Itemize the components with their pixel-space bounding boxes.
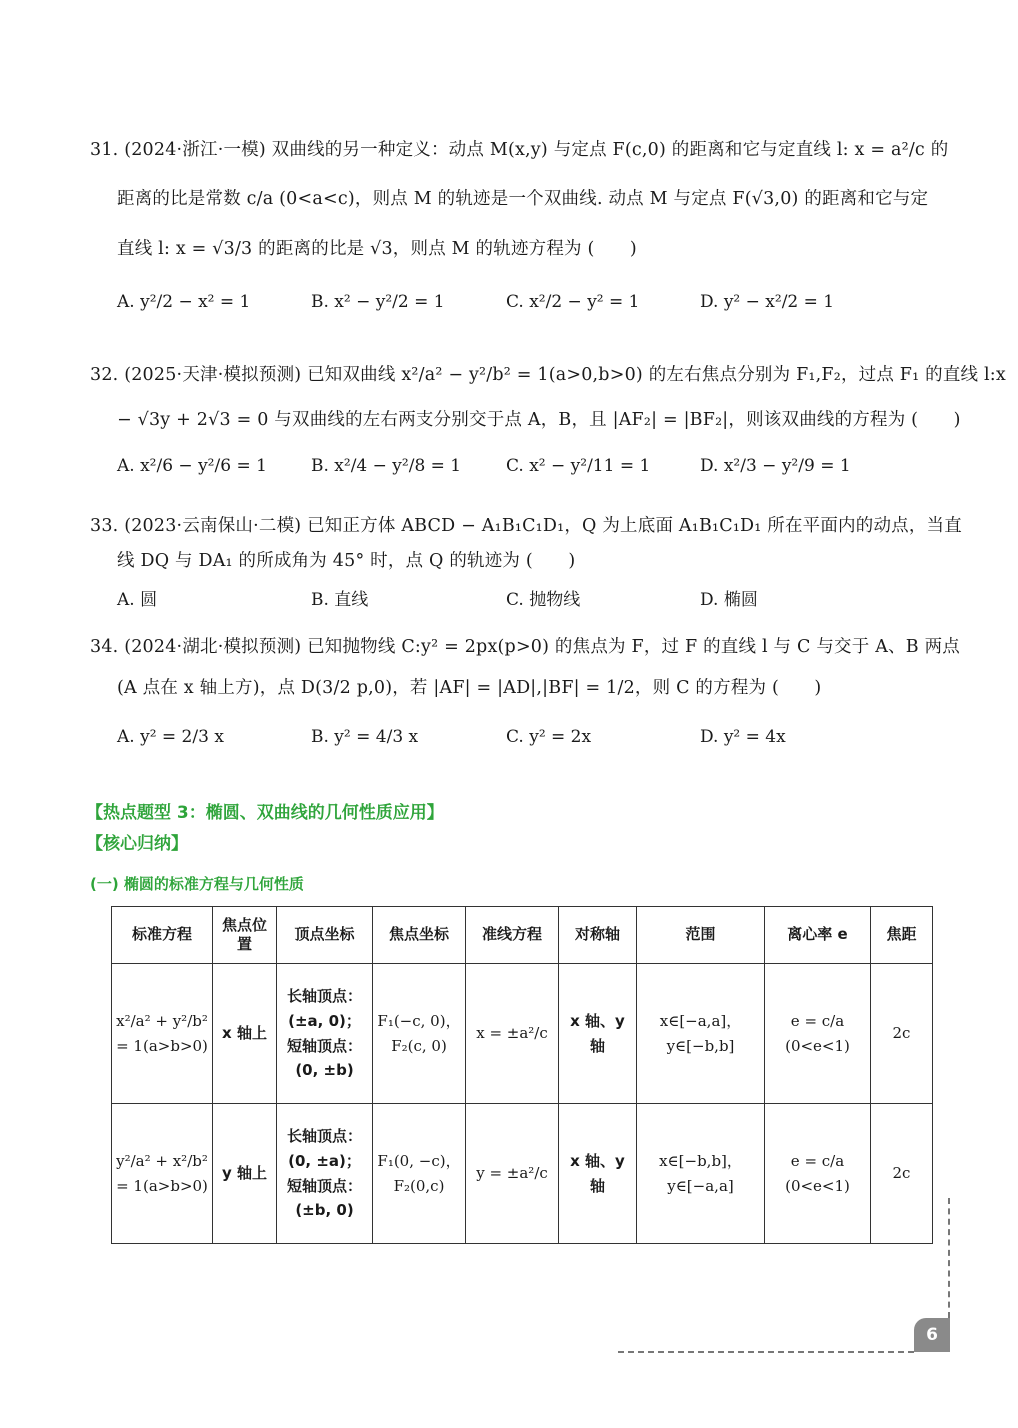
ellipse-properties-table bbox=[111, 906, 933, 1244]
q33-line-2: 线 DQ 与 DA₁ 的所成角为 45° 时，点 Q 的轨迹为 ( ) bbox=[117, 551, 576, 571]
q31-line-1: 31. (2024·浙江·一模) 双曲线的另一种定义：动点 M(x,y) 与定点 F(c,0) 的距离和它与定直线 l: x = a²/c 的 bbox=[90, 140, 949, 160]
header-directrix: 准线方程 bbox=[466, 907, 559, 964]
cell-foci: F₁(−c, 0)，F₂(c, 0) bbox=[373, 964, 466, 1104]
page-number: 6 bbox=[914, 1318, 950, 1352]
q34-option-b: B. y² = 4/3 x bbox=[311, 727, 419, 747]
q32-option-a: A. x²/6 − y²/6 = 1 bbox=[117, 456, 267, 476]
cell-equation: x²/a² + y²/b² = 1(a>b>0) bbox=[112, 964, 213, 1104]
q34-option-c: C. y² = 2x bbox=[506, 727, 592, 747]
q34-line-2: (A 点在 x 轴上方)，点 D(3/2 p,0)，若 |AF| = |AD|,|BF| = 1/2，则 C 的方程为 ( ) bbox=[117, 678, 822, 698]
q33-line-1: 33. (2023·云南保山·二模) 已知正方体 ABCD − A₁B₁C₁D₁，Q 为上底面 A₁B₁C₁D₁ 所在平面内的动点，当直 bbox=[90, 516, 962, 536]
cell-focal-distance: 2c bbox=[871, 964, 933, 1104]
cell-equation: y²/a² + x²/b² = 1(a>b>0) bbox=[112, 1104, 213, 1244]
cell-range: x∈[−b,b]，y∈[−a,a] bbox=[637, 1104, 765, 1244]
hot-topic-heading: 【热点题型 3：椭圆、双曲线的几何性质应用】 bbox=[86, 803, 444, 823]
q31-option-a: A. y²/2 − x² = 1 bbox=[117, 292, 251, 312]
cell-directrix: y = ±a²/c bbox=[466, 1104, 559, 1244]
header-focal-distance: 焦距 bbox=[871, 907, 933, 964]
q33-option-b: B. 直线 bbox=[311, 590, 369, 610]
header-vertex-coords: 顶点坐标 bbox=[277, 907, 373, 964]
cell-focus-position: x 轴上 bbox=[213, 964, 277, 1104]
header-range: 范围 bbox=[637, 907, 765, 964]
ellipse-subheading: (一) 椭圆的标准方程与几何性质 bbox=[90, 875, 304, 893]
q32-option-c: C. x² − y²/11 = 1 bbox=[506, 456, 651, 476]
cell-range: x∈[−a,a]，y∈[−b,b] bbox=[637, 964, 765, 1104]
q32-line-2: − √3y + 2√3 = 0 与双曲线的左右两支分别交于点 A，B，且 |AF₂| = |BF₂|，则该双曲线的方程为 ( ) bbox=[117, 410, 961, 430]
cell-directrix: x = ±a²/c bbox=[466, 964, 559, 1104]
q31-option-c: C. x²/2 − y² = 1 bbox=[506, 292, 640, 312]
table-row bbox=[112, 1104, 933, 1244]
q34-option-a: A. y² = 2/3 x bbox=[117, 727, 224, 747]
q31-option-d: D. y² − x²/2 = 1 bbox=[700, 292, 835, 312]
q32-line-1: 32. (2025·天津·模拟预测) 已知双曲线 x²/a² − y²/b² = 1(a>0,b>0) 的左右焦点分别为 F₁,F₂，过点 F₁ 的直线 l:x bbox=[90, 365, 1006, 385]
header-eccentricity: 离心率 e bbox=[765, 907, 871, 964]
page-corner-dashed-horizontal bbox=[618, 1351, 914, 1353]
cell-symmetry: x 轴、y 轴 bbox=[559, 1104, 637, 1244]
cell-focus-position: y 轴上 bbox=[213, 1104, 277, 1244]
q31-line-2: 距离的比是常数 c/a (0<a<c)，则点 M 的轨迹是一个双曲线. 动点 M 与定点 F(√3,0) 的距离和它与定 bbox=[117, 189, 929, 209]
cell-vertices: 长轴顶点：(0, ±a)；短轴顶点：(±b, 0) bbox=[277, 1104, 373, 1244]
header-standard-equation: 标准方程 bbox=[112, 907, 213, 964]
cell-eccentricity: e = c/a (0<e<1) bbox=[765, 964, 871, 1104]
header-symmetry-axis: 对称轴 bbox=[559, 907, 637, 964]
q32-option-b: B. x²/4 − y²/8 = 1 bbox=[311, 456, 462, 476]
q31-option-b: B. x² − y²/2 = 1 bbox=[311, 292, 445, 312]
q33-option-c: C. 抛物线 bbox=[506, 590, 581, 610]
q33-option-d: D. 椭圆 bbox=[700, 590, 758, 610]
cell-symmetry: x 轴、y 轴 bbox=[559, 964, 637, 1104]
header-focus-coords: 焦点坐标 bbox=[373, 907, 466, 964]
cell-vertices: 长轴顶点：(±a, 0)；短轴顶点：(0, ±b) bbox=[277, 964, 373, 1104]
page-corner-dashed-vertical bbox=[948, 1198, 950, 1318]
cell-eccentricity: e = c/a (0<e<1) bbox=[765, 1104, 871, 1244]
q33-option-a: A. 圆 bbox=[117, 590, 158, 610]
cell-focal-distance: 2c bbox=[871, 1104, 933, 1244]
q34-option-d: D. y² = 4x bbox=[700, 727, 786, 747]
header-focus-position: 焦点位置 bbox=[213, 907, 277, 964]
table-header-row bbox=[112, 907, 933, 964]
q31-line-3: 直线 l: x = √3/3 的距离的比是 √3，则点 M 的轨迹方程为 ( ) bbox=[117, 239, 637, 259]
q32-option-d: D. x²/3 − y²/9 = 1 bbox=[700, 456, 851, 476]
table-row bbox=[112, 964, 933, 1104]
core-summary-heading: 【核心归纳】 bbox=[86, 834, 188, 854]
cell-foci: F₁(0, −c)，F₂(0,c) bbox=[373, 1104, 466, 1244]
q34-line-1: 34. (2024·湖北·模拟预测) 已知抛物线 C:y² = 2px(p>0) 的焦点为 F，过 F 的直线 l 与 C 与交于 A、B 两点 bbox=[90, 637, 960, 657]
